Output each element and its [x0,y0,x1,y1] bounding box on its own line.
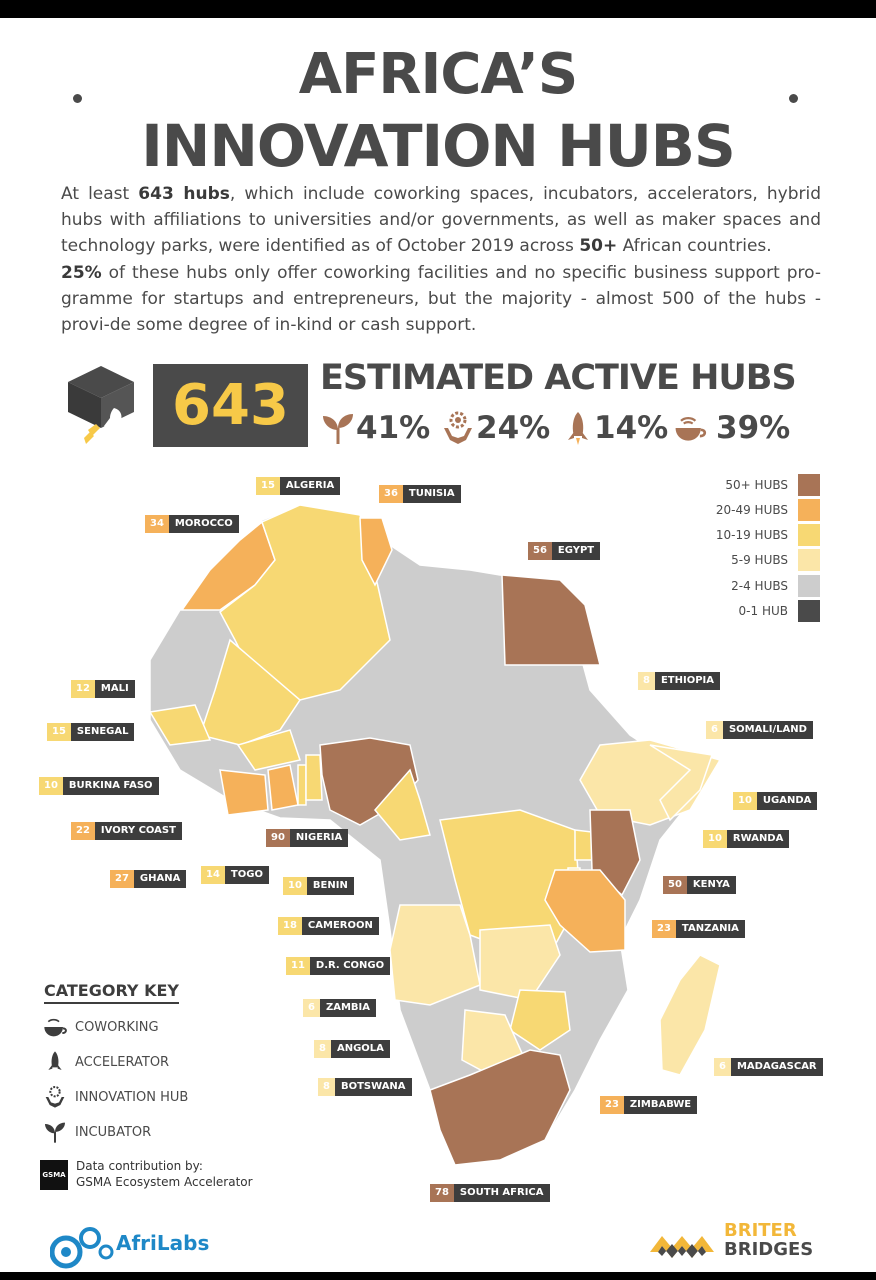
category-key-incubator [40,1120,240,1146]
country-name: RWANDA [727,830,789,848]
country-hub-count: 23 [600,1096,624,1114]
legend-row [700,499,820,521]
country-name: ANGOLA [331,1040,390,1058]
country-hub-count: 18 [278,917,302,935]
country-hub-count: 10 [703,830,727,848]
legend-swatch [798,549,820,571]
country-name: BENIN [307,877,354,895]
country-label-algeria [256,477,340,495]
country-label-nigeria [266,829,348,847]
country-hub-count: 10 [283,877,307,895]
country-hub-count: 56 [528,542,552,560]
country-hub-count: 27 [110,870,134,888]
country-label-ethiopia [638,672,720,690]
country-hub-count: 8 [638,672,655,690]
benin-region [306,755,322,800]
country-label-burkina-faso [39,777,159,795]
country-hub-count: 14 [201,866,225,884]
country-label-benin [283,877,354,895]
country-hub-count: 6 [706,721,723,739]
country-name: IVORY COAST [95,822,182,840]
briter-bridges-logo-text: BRITER BRIDGES [724,1220,814,1260]
bottom-bar [0,1272,876,1280]
country-hub-count: 10 [733,792,757,810]
country-name: TUNISIA [403,485,461,503]
country-name: TOGO [225,866,269,884]
country-name: MADAGASCAR [731,1058,823,1076]
country-name: BURKINA FASO [63,777,159,795]
country-hub-count: 90 [266,829,290,847]
country-label-mali [71,680,135,698]
category-key-innovation-hub [40,1085,240,1111]
accelerator-icon [40,1050,70,1074]
legend-row [700,549,820,571]
data-contribution-text: Data contribution by: GSMA Ecosystem Accelerator [76,1159,253,1189]
country-label-ghana [110,870,186,888]
gsma-logo: GSMA [40,1160,68,1190]
country-name: SENEGAL [71,723,135,741]
legend-label: 0-1 HUB [738,604,788,618]
country-label-tanzania [652,920,745,938]
country-name: ETHIOPIA [655,672,720,690]
coworking-icon [40,1015,70,1039]
country-label-zimbabwe [600,1096,697,1114]
incubator-icon [40,1120,70,1144]
country-name: ZIMBABWE [624,1096,697,1114]
country-label-somali-land [706,721,813,739]
country-hub-count: 8 [314,1040,331,1058]
legend-label: 2-4 HUBS [731,579,788,593]
country-name: BOTSWANA [335,1078,412,1096]
country-hub-count: 15 [256,477,280,495]
legend-label: 10-19 HUBS [715,528,788,542]
country-label-south-africa [430,1184,550,1202]
active-hubs-heading: ESTIMATED ACTIVE HUBS [320,358,796,398]
stat-coworking-value: 39% [716,410,791,446]
legend-row [700,524,820,546]
country-label-egypt [528,542,600,560]
country-label-uganda [733,792,817,810]
country-name: CAMEROON [302,917,379,935]
stat-accelerator-value: 14% [594,410,669,446]
country-name: SOUTH AFRICA [454,1184,550,1202]
country-label-madagascar [714,1058,823,1076]
stat-innovation-hub-value: 24% [476,410,551,446]
country-label-kenya [663,876,736,894]
country-hub-count: 10 [39,777,63,795]
country-name: ALGERIA [280,477,340,495]
country-hub-count: 34 [145,515,169,533]
legend-swatch [798,524,820,546]
legend-row [700,474,820,496]
legend-swatch [798,474,820,496]
ivory-coast-region [220,770,268,815]
category-key-accelerator [40,1050,240,1076]
country-hub-count: 23 [652,920,676,938]
category-key-incubator-label: INCUBATOR [75,1125,152,1140]
country-name: UGANDA [757,792,817,810]
category-key-innovation-hub-label: INNOVATION HUB [75,1090,189,1105]
togo-region [298,765,306,805]
country-name: MALI [95,680,135,698]
madagascar-region [660,955,720,1075]
legend-label: 20-49 HUBS [715,503,788,517]
category-key-coworking [40,1015,240,1041]
country-hub-count: 8 [318,1078,335,1096]
legend-label: 5-9 HUBS [731,553,788,567]
country-label-togo [201,866,269,884]
country-name: EGYPT [552,542,600,560]
country-hub-count: 36 [379,485,403,503]
afrilabs-logo-text: AfriLabs [116,1231,210,1255]
country-name: GHANA [134,870,186,888]
legend-row [700,600,820,622]
legend-swatch [798,600,820,622]
country-name: MOROCCO [169,515,239,533]
country-name: KENYA [687,876,736,894]
legend-swatch [798,575,820,597]
country-name: NIGERIA [290,829,348,847]
country-name: ZAMBIA [320,999,376,1017]
country-hub-count: 6 [303,999,320,1017]
intro-paragraph: At least 643 hubs, which include coworking spaces, incubators, accelerators, hybrid hubs with affiliations to universities and/or governments, as well as maker spaces and technology parks, were identified as of October 2019 across 50+ African countries. 25% of these hubs only offer coworking facilities and no specific business support pro-gramme for startups and entrepreneurs, but the majority - almost 500 of the hubs - provi-de some degree of in-kind or cash support. [61,184,821,336]
country-name: TANZANIA [676,920,745,938]
category-key-accelerator-label: ACCELERATOR [75,1055,170,1070]
category-key-coworking-label: COWORKING [75,1020,159,1035]
country-label-cameroon [278,917,379,935]
country-label-d-r-congo [286,957,390,975]
country-label-morocco [145,515,239,533]
innovation-hub-icon [40,1085,70,1109]
title-line-2: INNOVATION HUBS [141,112,735,180]
country-hub-count: 12 [71,680,95,698]
country-label-zambia [303,999,376,1017]
uganda-region [575,830,592,860]
title-line-1: AFRICA’S [298,42,578,107]
country-hub-count: 15 [47,723,71,741]
country-hub-count: 78 [430,1184,454,1202]
country-name: SOMALI/LAND [723,721,813,739]
country-label-senegal [47,723,134,741]
stat-incubator-value: 41% [356,410,431,446]
category-key-title: CATEGORY KEY [44,981,179,1004]
total-hubs-count: 643 [153,364,308,447]
legend-label: 50+ HUBS [725,478,788,492]
country-label-ivory-coast [71,822,182,840]
country-hub-count: 11 [286,957,310,975]
egypt-region [502,575,600,665]
country-hub-count: 22 [71,822,95,840]
country-hub-count: 50 [663,876,687,894]
briter-bridges-logo-icon [648,1226,716,1262]
country-label-tunisia [379,485,461,503]
country-label-angola [314,1040,390,1058]
country-label-rwanda [703,830,789,848]
country-label-botswana [318,1078,412,1096]
country-hub-count: 6 [714,1058,731,1076]
legend-row [700,575,820,597]
country-name: D.R. CONGO [310,957,390,975]
legend-swatch [798,499,820,521]
